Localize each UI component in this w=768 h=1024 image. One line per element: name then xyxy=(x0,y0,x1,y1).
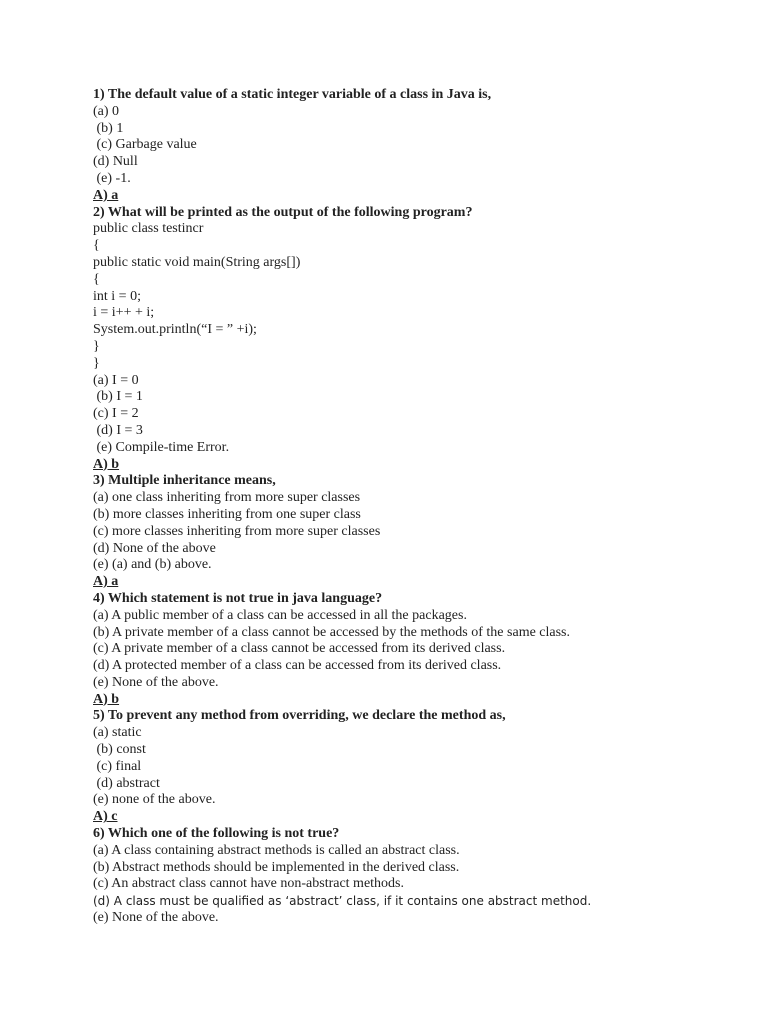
answer-text: A) b xyxy=(93,691,120,707)
text-line: (e) (a) and (b) above. xyxy=(93,557,212,573)
text-line: (c) final xyxy=(93,758,142,774)
answer-text: A) b xyxy=(93,456,120,472)
text-line: (b) more classes inheriting from one super class xyxy=(93,506,361,522)
document-body xyxy=(93,87,753,927)
text-line: (a) 0 xyxy=(93,103,120,119)
text-line: (d) A class must be qualified as ‘abstract’ class, if it contains one abstract method. xyxy=(93,894,592,909)
text-line: (c) An abstract class cannot have non-abstract methods. xyxy=(93,876,405,892)
text-line: (d) Null xyxy=(93,154,138,170)
text-line: (a) A class containing abstract methods is called an abstract class. xyxy=(93,842,460,858)
text-line: (d) A protected member of a class can be accessed from its derived class. xyxy=(93,658,502,674)
question-text: 1) The default value of a static integer variable of a class in Java is, xyxy=(93,87,492,102)
text-line: (a) A public member of a class can be accessed in all the packages. xyxy=(93,607,467,623)
question-text: 3) Multiple inheritance means, xyxy=(93,473,276,489)
text-line: (d) None of the above xyxy=(93,540,216,556)
answer-text: A) a xyxy=(93,574,119,590)
answer-text: A) a xyxy=(93,187,119,203)
text-line: (e) none of the above. xyxy=(93,792,216,808)
text-line: (c) A private member of a class cannot be accessed from its derived class. xyxy=(93,641,506,657)
text-line: (c) Garbage value xyxy=(93,137,197,153)
question-text: 5) To prevent any method from overriding, we declare the method as, xyxy=(93,708,506,724)
text-line: (e) None of the above. xyxy=(93,674,219,690)
text-line: (e) Compile-time Error. xyxy=(93,439,230,455)
text-line: { xyxy=(93,238,100,254)
text-line: public static void main(String args[]) xyxy=(93,254,301,270)
answer-text: A) c xyxy=(93,809,118,825)
text-line: (c) more classes inheriting from more super classes xyxy=(93,523,381,539)
text-line: (b) I = 1 xyxy=(93,389,143,405)
text-line: (d) abstract xyxy=(93,775,160,791)
text-line: (c) I = 2 xyxy=(93,406,139,422)
question-text: 6) Which one of the following is not true? xyxy=(93,826,340,842)
question-text: 4) Which statement is not true in java language? xyxy=(93,590,383,606)
text-line: (a) one class inheriting from more super classes xyxy=(93,490,361,506)
text-line: } xyxy=(93,338,100,354)
text-line: (a) I = 0 xyxy=(93,372,139,388)
text-line: } xyxy=(93,355,100,371)
text-line: (b) Abstract methods should be implemented in the derived class. xyxy=(93,859,460,875)
text-line: (e) None of the above. xyxy=(93,910,219,926)
text-line: (a) static xyxy=(93,725,142,741)
text-line: (e) -1. xyxy=(93,170,131,186)
text-line: i = i++ + i; xyxy=(93,305,155,321)
text-line: int i = 0; xyxy=(93,288,141,304)
question-text: 2) What will be printed as the output of the following program? xyxy=(93,204,473,220)
text-line: (d) I = 3 xyxy=(93,422,143,438)
text-line: System.out.println(“I = ” +i); xyxy=(93,322,257,338)
text-line: (b) A private member of a class cannot be accessed by the methods of the same class. xyxy=(93,624,571,640)
text-line: (b) const xyxy=(93,742,146,758)
text-line: public class testincr xyxy=(93,221,204,237)
text-line: { xyxy=(93,271,100,287)
text-line: (b) 1 xyxy=(93,120,124,136)
